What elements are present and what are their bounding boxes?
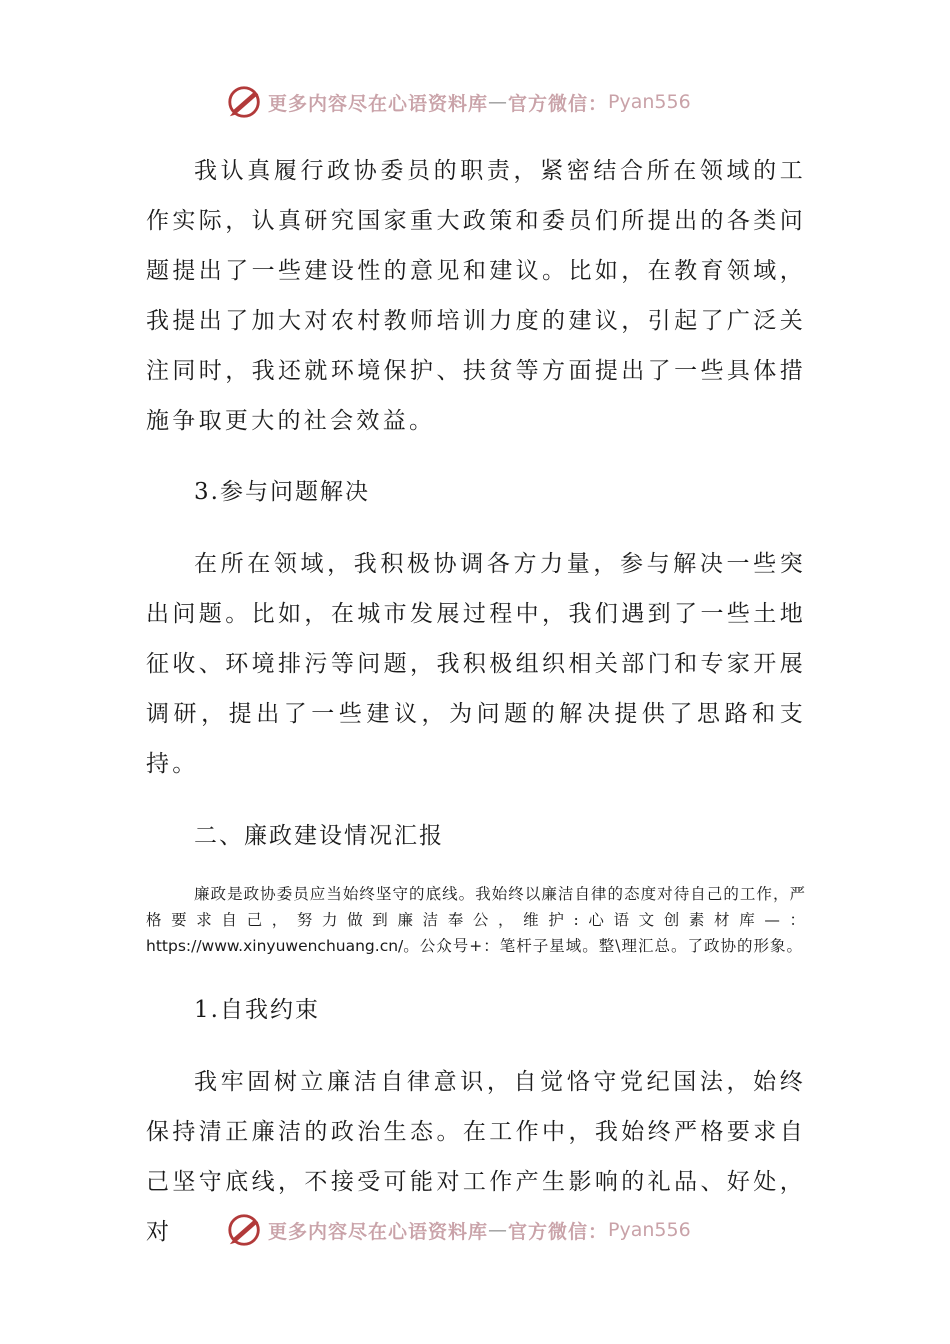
banner-wechat-label: 官方微信： [508,1220,609,1243]
heading-participate-solving: 3.参与问题解决 [194,479,370,505]
source-url: https://www.xinyuwenchuang.cn/ [146,937,404,955]
banner-brand: 更多内容尽在心语资料库 [268,1220,489,1243]
paragraph-1: 我认真履行政协委员的职责，紧密结合所在领域的工作实际，认真研究国家重大政策和委员们所提出的各类问题提出了一些建设性的意见和建议。比如，在教育领域，我提出了加大对农村教师培训力度的建议，引起了广泛关注同时，我还就环境保护、扶贫等方面提出了一些具体措施争取更大的社会效益。 [146,158,806,434]
banner-wechat-id: Pyan556 [608,1219,691,1241]
heading-self-discipline: 1.自我约束 [194,997,320,1023]
banner-separator: — [488,1219,509,1241]
integrity-text-a: 廉政是政协委员应当始终坚守的底线。我始终以廉洁自律的态度对待自己的工作，严格要求自己，努力做到廉洁奉公，维护:心语文创素材库—： [146,885,806,929]
integrity-text-b: 。公众号+：笔杆子星域。整\理汇总。了政协的形象。 [403,937,803,955]
banner-wechat-id: Pyan556 [608,91,691,113]
document-body [146,146,806,1257]
banner-brand: 更多内容尽在心语资料库 [268,92,489,115]
heading-integrity-report: 二、廉政建设情况汇报 [194,823,444,849]
header-banner [226,82,691,122]
paragraph-2: 在所在领域，我积极协调各方力量，参与解决一些突出问题。比如，在城市发展过程中，我们遇到了一些土地征收、环境排污等问题，我积极组织相关部门和专家开展调研，提出了一些建议，为问题的解决提供了思路和支持。 [146,551,806,777]
pen-logo-icon [226,1211,264,1249]
pen-logo-icon [226,83,264,121]
banner-wechat-label: 官方微信： [508,92,609,115]
paragraph-3: 我牢固树立廉洁自律意识，自觉恪守党纪国法，始终保持清正廉洁的政治生态。在工作中，我始终严格要求自己坚守底线，不接受可能对工作产生影响的礼品、好处，对 [146,1069,806,1245]
banner-separator: — [488,91,509,113]
footer-banner [226,1210,691,1250]
integrity-paragraph [146,881,806,959]
